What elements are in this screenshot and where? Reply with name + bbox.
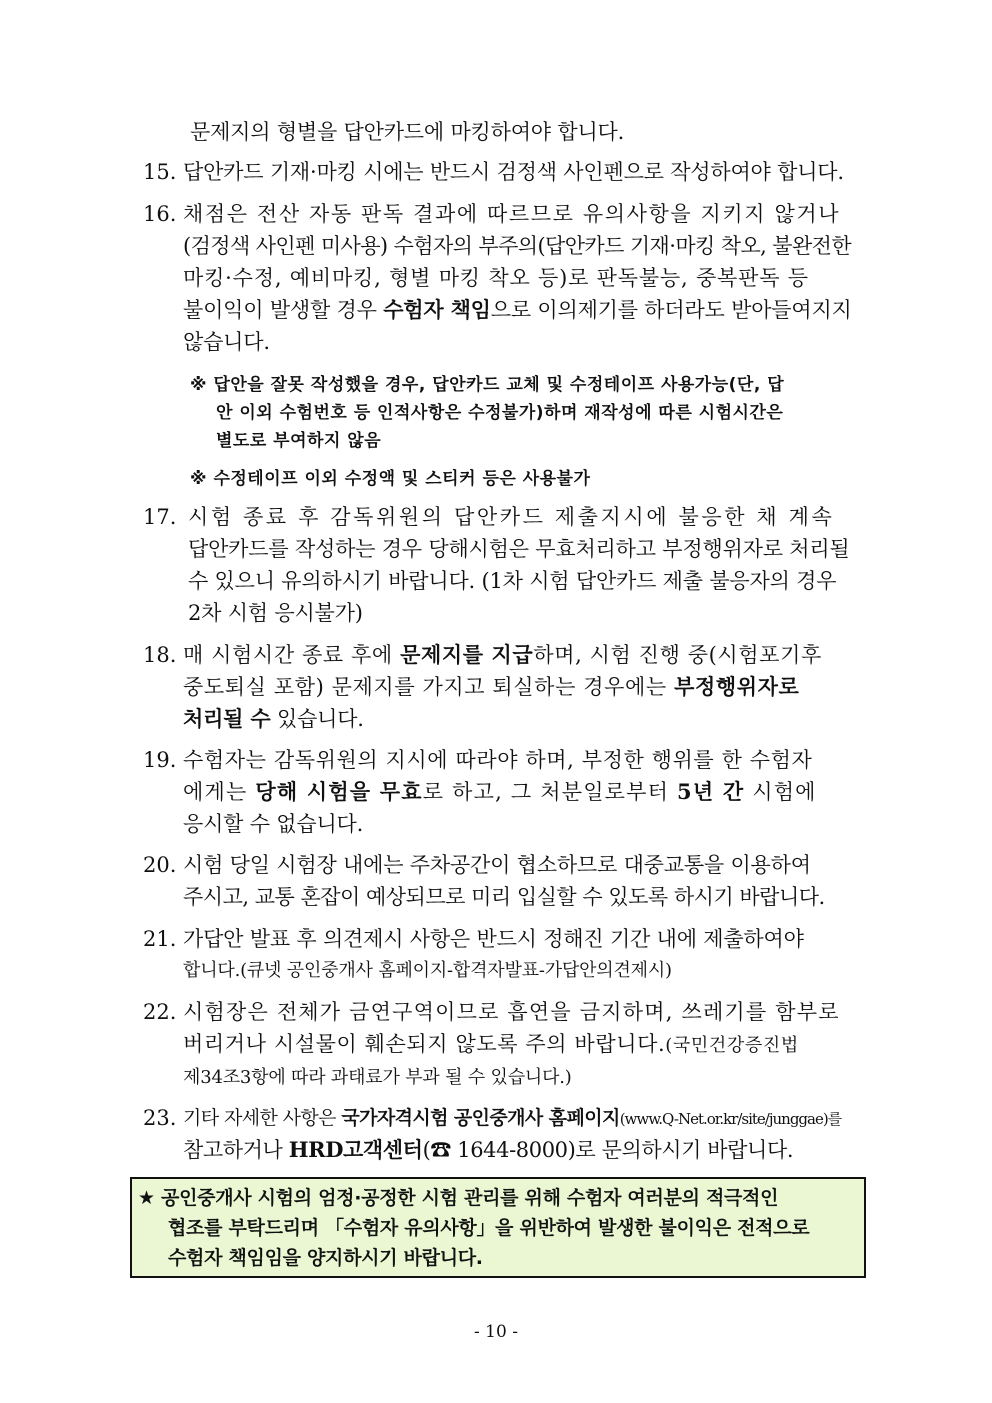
item-16-line-2: (검정색 사인펜 미사용) 수험자의 부주의(답안카드 기재·마킹 착오, 불완전한 [183,234,852,258]
notice-line-2: 협조를 부탁드리며 「수험자 유의사항」을 위반하여 발생한 불이익은 전적으로 [168,1217,810,1239]
item-16-line-4 [183,296,852,324]
item-22-line-3: 제34조3항에 따라 과태료가 부과 될 수 있습니다.) [183,1067,572,1088]
item-16-line-3: 마킹·수정, 예비마킹, 형별 마킹 착오 등)로 판독불능, 중복판독 등 [183,266,809,290]
item-21-number: 21. [143,927,177,951]
item-18-line-2 [183,673,799,701]
item-23-line-2c: (☎ 1644-8000)로 문의하시기 바랍니다. [422,1138,794,1162]
item-23-line-1b-bold: 국가자격시험 공인중개사 홈페이지 [341,1107,620,1129]
item-16-note-2: ※ 수정테이프 이외 수정액 및 스티커 등은 사용불가 [190,469,591,489]
item-19-line-2b-bold: 당해 시험을 무효 [255,779,423,804]
item-20-number: 20. [143,853,177,877]
item-16-note-1a: ※ 답안을 잘못 작성했을 경우, 답안카드 교체 및 수정테이프 사용가능(단, 답 [190,375,785,395]
notice-line-1: ★ 공인중개사 시험의 엄정·공정한 시험 관리를 위해 수험자 여러분의 적극적인 [138,1187,779,1209]
item-18-line-1a: 매 시험시간 종료 후에 [183,643,401,667]
item-22-line-2 [183,1030,799,1060]
item-17-line-2: 답안카드를 작성하는 경우 당해시험은 무효처리하고 부정행위자로 처리될 [188,537,850,561]
item-16-line-1: 채점은 전산 자동 판독 결과에 따르므로 유의사항을 지키지 않거나 [183,202,841,226]
item-23-line-2b-bold: HRD고객센터 [288,1137,423,1162]
item-23-line-2 [183,1136,793,1164]
item-16-note-1b: 안 이외 수험번호 등 인적사항은 수정불가)하며 재작성에 따른 시험시간은 [216,403,784,423]
page-number: - 10 - [474,1322,518,1342]
item-19-line-3: 응시할 수 없습니다. [183,812,364,836]
item-18-line-1b-bold: 문제지를 지급 [400,642,534,667]
item-16-line-5: 않습니다. [183,330,270,354]
item-23-line-1 [183,1104,841,1133]
item-16-note-1c: 별도로 부여하지 않음 [216,431,382,451]
item-22-line-2a: 버리거나 시설물이 훼손되지 않도록 주의 바랍니다. [183,1032,666,1056]
item-18-line-3a-bold: 처리될 수 [183,706,271,731]
item-21-line-2: 합니다.(큐넷 공인중개사 홈페이지-합격자발표-가답안의견제시) [183,960,672,981]
item-19-line-2a: 에게는 [183,780,256,804]
item-16-line-4a: 불이익이 발생할 경우 [183,298,384,322]
item-17-line-1: 시험 종료 후 감독위원의 답안카드 제출지시에 불응한 채 계속 [188,505,835,529]
item-23-line-2a: 참고하거나 [183,1138,289,1162]
item-16-number: 16. [143,202,177,226]
item-18-line-3b: 있습니다. [270,707,364,731]
notice-line-3: 수험자 책임임을 양지하시기 바랍니다. [168,1247,483,1269]
item-22-line-1: 시험장은 전체가 금연구역이므로 흡연을 금지하며, 쓰레기를 함부로 [183,1000,840,1024]
item-23-line-1c-url: (www.Q-Net.or.kr/site/junggae)를 [619,1110,842,1128]
item-19-line-2d-bold: 5년 간 [677,779,745,804]
item-16-line-4b-bold: 수험자 책임 [383,297,491,322]
item-20-line-2: 주시고, 교통 혼잡이 예상되므로 미리 입실할 수 있도록 하시기 바랍니다. [183,885,825,909]
notice-box [130,1177,866,1278]
item-23-number: 23. [143,1106,177,1130]
item-21-line-1: 가답안 발표 후 의견제시 사항은 반드시 정해진 기간 내에 제출하여야 [183,927,804,951]
item-18-line-3 [183,705,364,733]
item-17-line-4: 2차 시험 응시불가) [188,601,363,625]
item-19-line-2e: 시험에 [744,780,817,804]
item-18-line-2b-bold: 부정행위자로 [674,674,800,699]
item-23-line-1a: 기타 자세한 사항은 [183,1107,342,1129]
item-22-number: 22. [143,1000,177,1024]
item-17-line-3: 수 있으니 유의하시기 바랍니다. (1차 시험 답안카드 제출 불응자의 경우 [188,569,837,593]
item-19-line-2c: 로 하고, 그 처분일로부터 [422,780,678,804]
item-16-line-4c: 으로 이의제기를 하더라도 받아들여지지 [490,298,852,322]
item-15-number: 15. [143,160,177,184]
item-19-number: 19. [143,748,177,772]
item-22-line-2b: (국민건강증진법 [665,1035,799,1056]
item-18-line-2a: 중도퇴실 포함) 문제지를 가지고 퇴실하는 경우에는 [183,675,675,699]
item-19-line-2 [183,778,817,806]
item-14-line-1: 문제지의 형별을 답안카드에 마킹하여야 합니다. [190,120,625,144]
item-20-line-1: 시험 당일 시험장 내에는 주차공간이 협소하므로 대중교통을 이용하여 [183,853,811,877]
item-19-line-1: 수험자는 감독위원의 지시에 따라야 하며, 부정한 행위를 한 수험자 [183,748,813,772]
item-18-line-1 [183,641,822,669]
item-15-line-1: 답안카드 기재·마킹 시에는 반드시 검정색 사인펜으로 작성하여야 합니다. [183,160,844,184]
item-18-line-1c: 하며, 시험 진행 중(시험포기후 [533,643,822,667]
item-18-number: 18. [143,643,177,667]
item-17-number: 17. [143,505,177,529]
